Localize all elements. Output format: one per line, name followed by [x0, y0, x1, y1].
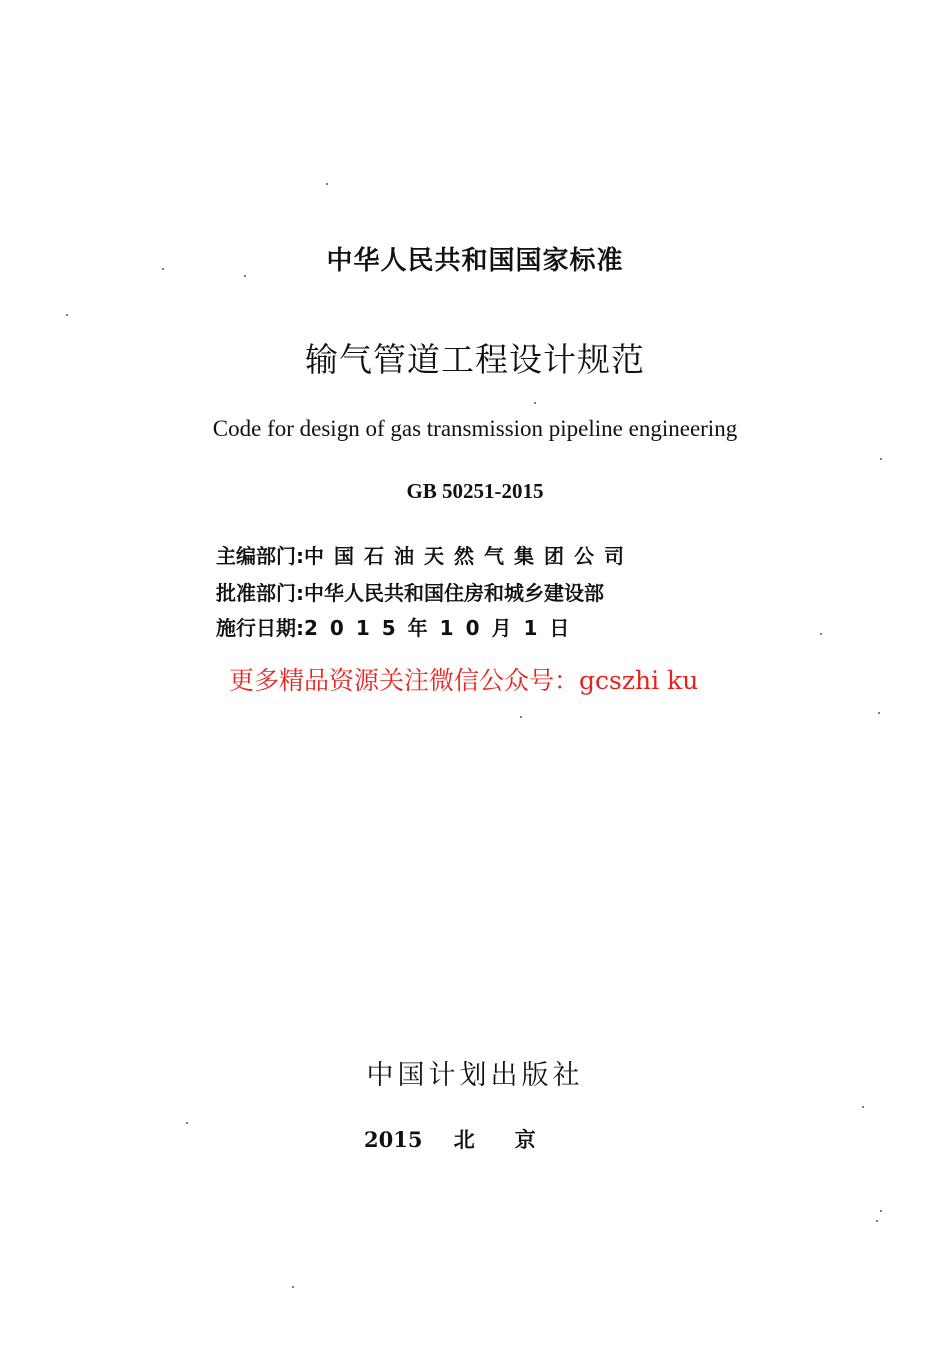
editor-value: 中国石油天然气集团公司: [304, 543, 634, 568]
standard-code-number: GB 50251-2015: [406, 479, 544, 503]
scan-speck: [326, 183, 328, 185]
scan-speck: [862, 1106, 864, 1108]
scan-speck: [66, 314, 68, 316]
approver-value: 中华人民共和国住房和城乡建设部: [304, 580, 604, 605]
scan-speck: [162, 268, 164, 270]
promo-watermark-text: 更多精品资源关注微信公众号：gcszhi ku: [229, 666, 699, 695]
date-value: 2015年10月1日: [304, 615, 582, 640]
publication-year: 2015: [364, 1127, 423, 1152]
document-title-en: Code for design of gas transmission pipeline engineering: [212, 416, 738, 441]
publication-city: 北京: [453, 1127, 576, 1152]
standard-type-heading: 中华人民共和国国家标准: [326, 246, 624, 276]
scan-speck: [880, 458, 882, 460]
scan-speck: [520, 716, 522, 718]
scan-speck: [880, 1210, 882, 1212]
date-label: 施行日期:: [216, 615, 304, 640]
scan-speck: [820, 633, 822, 635]
scan-speck: [186, 1122, 188, 1124]
publisher-name: 中国计划出版社: [366, 1060, 584, 1091]
publication-year-place: [364, 1124, 576, 1154]
info-row-editor: [216, 539, 634, 569]
scan-speck: [244, 275, 246, 277]
info-row-approver: [216, 576, 604, 606]
scan-speck: [534, 402, 536, 404]
scan-speck: [876, 1220, 878, 1222]
approver-label: 批准部门:: [216, 580, 304, 605]
scan-speck: [292, 1286, 294, 1288]
editor-label: 主编部门:: [216, 543, 304, 568]
scan-speck: [878, 712, 880, 714]
document-title-cn: 输气管道工程设计规范: [305, 340, 645, 379]
info-row-date: [216, 611, 581, 641]
